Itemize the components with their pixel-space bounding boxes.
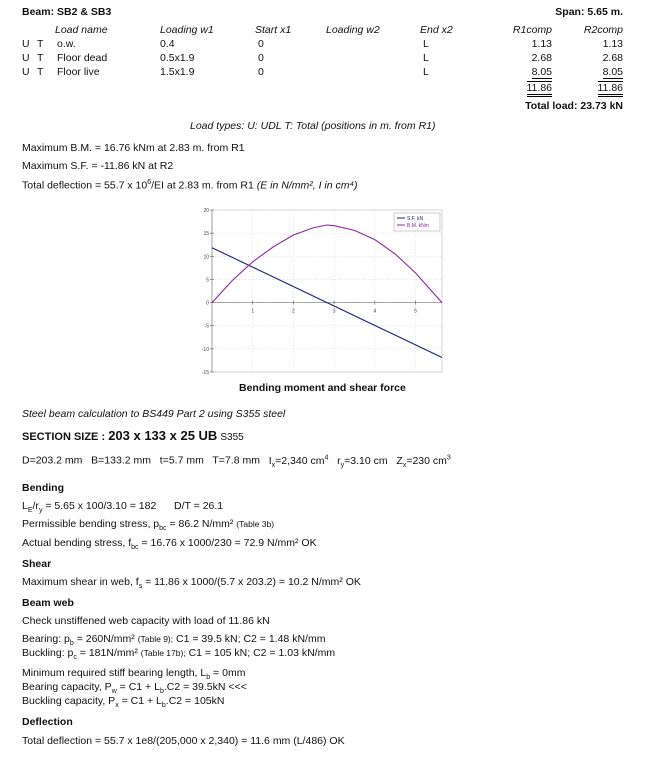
bm-sf-chart xyxy=(190,200,460,385)
col-load-name: Load name xyxy=(55,24,108,36)
web-capacity-check: Check unstiffened web capacity with load of 11.86 kN xyxy=(22,615,270,627)
x-tick-label: 4 xyxy=(373,308,377,315)
legend-label: B.M. kNm xyxy=(407,223,429,229)
x-tick-label: 1 xyxy=(251,308,255,315)
chart-title: Bending moment and shear force xyxy=(239,382,406,394)
load-x2: L xyxy=(423,66,429,78)
deflection-prefix: Total deflection = 55.7 x 10 xyxy=(22,179,148,192)
dim-zx: $Z_x=230$ $cm^3$ xyxy=(396,454,451,469)
buckling-capacity: Buckling capacity, $P_x = C1 + L_b.C2 = 105kN$ xyxy=(22,695,225,710)
load-x1: 0 xyxy=(258,52,264,64)
y-tick-label: -10 xyxy=(201,346,209,353)
load-type-t: T xyxy=(37,52,44,64)
load-x2: L xyxy=(423,38,429,50)
load-name: o.w. xyxy=(57,38,76,50)
dim-web-thickness: t=5.7 mm xyxy=(159,454,204,467)
y-tick-label: 5 xyxy=(206,277,209,284)
actual-bending-stress: Actual bending stress, $f_{bc} = 16.76$ x 1000/230 = 72.9 N/mm² OK xyxy=(22,537,317,552)
section-label: SECTION SIZE : xyxy=(22,431,106,443)
load-r2: 8.05 xyxy=(602,66,623,78)
load-name: Floor live xyxy=(57,66,100,78)
load-x1: 0 xyxy=(258,38,264,50)
x-tick-label: 5 xyxy=(414,308,417,315)
section-dimensions xyxy=(22,454,451,469)
shear-heading: Shear xyxy=(22,558,52,570)
load-r1: 1.13 xyxy=(531,38,552,50)
span-label: Span: 5.65 m. xyxy=(555,6,623,18)
col-loading-w1: Loading w1 xyxy=(160,24,214,36)
col-end-x2: End x2 xyxy=(420,24,453,36)
y-tick-label: 15 xyxy=(203,231,209,238)
col-r2comp: R2comp xyxy=(583,24,623,36)
section-designation: 203 x 133 x 25 UB xyxy=(108,428,218,443)
load-type-t: T xyxy=(37,66,44,78)
load-type-u: U xyxy=(22,38,30,50)
max-shear-in-web: Maximum shear in web, $f_s = 11.86$ x 1000/(5.7 x 203.2) = 10.2 N/mm² OK xyxy=(22,576,361,591)
max-shear-force: Maximum S.F. = -11.86 kN at R2 xyxy=(22,160,174,172)
deflection-exponent: 6 xyxy=(147,179,152,186)
permissible-bending-stress: Permissible bending stress, $p_{bc} = 86.2$ N/mm² (Table 3b) xyxy=(22,518,275,533)
x-tick-label: 2 xyxy=(292,308,295,315)
x-tick-label: 3 xyxy=(332,308,336,315)
deflection-units: (E in N/mm², I in cm⁴) xyxy=(256,179,358,192)
load-r2: 2.68 xyxy=(602,52,623,64)
d-over-t: D/T = 26.1 xyxy=(174,500,224,512)
section-grade: S355 xyxy=(220,432,244,443)
slenderness-ratio: $L_E/r_y = 5.65$ x 100/3.10 = 182 xyxy=(22,500,157,515)
y-tick-label: -15 xyxy=(201,370,209,376)
load-x2: L xyxy=(423,52,429,64)
web-bearing: Bearing: $p_b = 260N/mm^2$ (Table 9); C1 = 39.5 kN; C2 = 1.48 kN/mm xyxy=(22,633,326,648)
beam-web-heading: Beam web xyxy=(22,597,74,609)
calc-title: Steel beam calculation to BS449 Part 2 using S355 steel xyxy=(22,408,286,420)
dim-ry: $r_y=3.10$ cm xyxy=(337,454,388,469)
col-start-x1: Start x1 xyxy=(255,24,292,36)
legend-label: S.F. kN xyxy=(407,216,424,222)
section-size xyxy=(22,428,244,443)
deflection-check: Total deflection = 55.7 x 1e8/(205,000 x 2,340) = 11.6 mm (L/486) OK xyxy=(22,735,345,747)
max-bending-moment: Maximum B.M. = 16.76 kNm at 2.83 m. from R1 xyxy=(22,142,245,154)
col-r1comp: R1comp xyxy=(512,24,552,36)
load-type-u: U xyxy=(22,66,30,78)
load-type-t: T xyxy=(37,38,44,50)
chart-grid xyxy=(212,210,442,372)
load-name: Floor dead xyxy=(57,52,108,64)
deflection-suffix: /EI at 2.83 m. from R1 xyxy=(151,179,257,192)
load-x1: 0 xyxy=(258,66,264,78)
web-buckling: Buckling: $p_c = 181N/mm^2$ (Table 17b); C1 = 105 kN; C2 = 1.03 kN/mm xyxy=(22,647,336,662)
col-loading-w2: Loading w2 xyxy=(326,24,380,36)
min-stiff-bearing-length: Minimum required stiff bearing length, $L_b = 0mm$ xyxy=(22,667,246,682)
load-type-u: U xyxy=(22,52,30,64)
dim-ix: $I_x=2,340$ $cm^4$ xyxy=(268,454,329,469)
beam-title: Beam: SB2 & SB3 xyxy=(22,6,112,18)
deflection-heading: Deflection xyxy=(22,716,73,728)
dim-depth: D=203.2 mm xyxy=(22,454,83,467)
load-r2: 1.13 xyxy=(602,38,623,50)
load-w1: 1.5x1.9 xyxy=(160,66,195,78)
plot-frame xyxy=(212,210,442,372)
y-tick-label: 0 xyxy=(206,300,209,307)
y-tick-label: 20 xyxy=(203,208,209,214)
total-r1: 11.86 xyxy=(527,81,553,97)
load-w1: 0.5x1.9 xyxy=(160,52,195,64)
total-deflection-summary xyxy=(22,179,358,192)
bending-heading: Bending xyxy=(22,482,64,494)
total-r2: 11.86 xyxy=(598,81,624,97)
y-tick-label: -5 xyxy=(204,323,209,330)
bearing-capacity: Bearing capacity, $P_w = C1 + L_b.C2 = 39.5kN$ <<< xyxy=(22,681,247,696)
load-w1: 0.4 xyxy=(160,38,175,50)
dim-breadth: B=133.2 mm xyxy=(91,454,151,467)
total-load: Total load: 23.73 kN xyxy=(525,100,623,112)
dim-flange-thickness: T=7.8 mm xyxy=(212,454,260,467)
y-tick-label: 10 xyxy=(203,254,209,261)
chart-legend xyxy=(394,213,440,231)
load-types-note: Load types: U: UDL T: Total (positions in m. from R1) xyxy=(190,120,436,132)
load-r1: 8.05 xyxy=(531,66,552,78)
load-r1: 2.68 xyxy=(531,52,552,64)
